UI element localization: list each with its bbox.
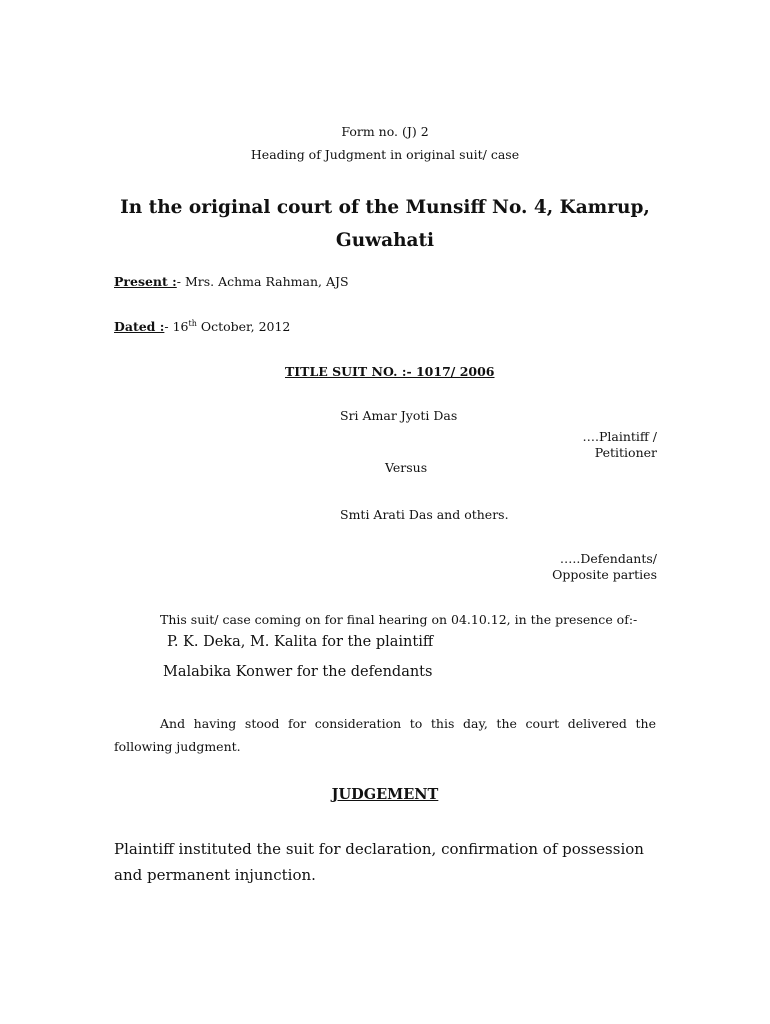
court-title-line-2: Guwahati — [335, 230, 435, 251]
defendant-name: Smti Arati Das and others. — [340, 507, 509, 522]
plaintiff-role-line-2: Petitioner — [594, 445, 657, 460]
dated-label: Dated : — [114, 319, 165, 334]
defendant-role — [552, 551, 657, 583]
consideration-paragraph: And having stood for consideration to this day, the court delivered the following judgment. — [114, 716, 656, 754]
court-title-line-1: In the original court of the Munsiff No. 4, Kamrup, — [120, 197, 650, 218]
dated-value-prefix: - 16 — [164, 319, 189, 334]
dated-value-suffix: October, 2012 — [196, 319, 291, 334]
judgement-body: Plaintiff instituted the suit for declaration, confirmation of possession and permanent injunction. — [114, 840, 644, 884]
title-suit-number: TITLE SUIT NO. :- 1017/ 2006 — [285, 364, 495, 379]
counsel-plaintiff: P. K. Deka, M. Kalita for the plaintiff — [167, 634, 434, 650]
present-label: Present : — [114, 274, 177, 289]
defendant-role-line-2: Opposite parties — [552, 567, 657, 582]
plaintiff-name: Sri Amar Jyoti Das — [340, 408, 458, 423]
versus-label: Versus — [385, 460, 428, 475]
plaintiff-role — [583, 429, 657, 461]
present-line — [114, 274, 349, 289]
hearing-text: This suit/ case coming on for final hearing on 04.10.12, in the presence of:- — [160, 612, 638, 627]
judgement-heading: JUDGEMENT — [331, 786, 439, 803]
present-value: - Mrs. Achma Rahman, AJS — [176, 274, 349, 289]
dated-value-sup: th — [188, 318, 197, 328]
form-subtitle: Heading of Judgment in original suit/ case — [250, 147, 520, 162]
plaintiff-role-line-1: ….Plaintiff / — [582, 429, 657, 444]
defendant-role-line-1: …..Defendants/ — [559, 551, 657, 566]
counsel-defendant: Malabika Konwer for the defendants — [163, 664, 433, 680]
dated-line — [114, 319, 290, 334]
court-title — [0, 191, 770, 257]
form-number: Form no. (J) 2 — [341, 124, 429, 139]
